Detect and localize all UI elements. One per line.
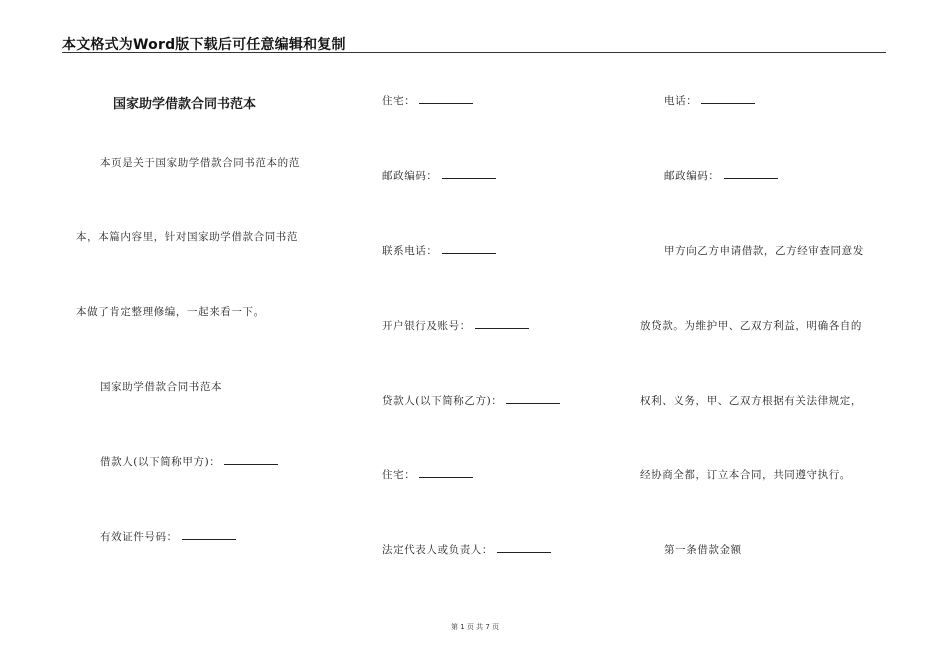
postcode-blank [442, 169, 496, 179]
bank-account-field [382, 318, 529, 333]
bank-account-label: 开户银行及账号： [382, 320, 471, 332]
borrower-label: 借款人(以下简称甲方)： [100, 456, 221, 468]
postcode2-field [664, 168, 778, 183]
section-subtitle: 国家助学借款合同书范本 [100, 381, 223, 393]
id-number-field [100, 529, 236, 544]
legal-rep-field [382, 542, 551, 557]
postcode2-blank [724, 169, 778, 179]
intro-line-2: 本，本篇内容里，针对国家助学借款合同书范 [76, 231, 298, 243]
borrower-blank [224, 455, 278, 465]
phone-blank [701, 94, 755, 104]
phone-label: 电话： [664, 95, 698, 107]
address-blank [419, 94, 473, 104]
para-line-2: 放贷款。为维护甲、乙双方利益，明确各自的 [640, 320, 862, 332]
address-label: 住宅： [382, 95, 416, 107]
id-number-label: 有效证件号码： [100, 531, 178, 543]
lender-field [382, 393, 560, 408]
document-header: 本文格式为Word版下载后可任意编辑和复制 [62, 37, 346, 53]
lender-label: 贷款人(以下简称乙方)： [382, 395, 503, 407]
address2-label: 住宅： [382, 469, 416, 481]
para-line-1: 甲方向乙方申请借款，乙方经审查同意发 [664, 245, 864, 257]
postcode-field [382, 168, 496, 183]
para-line-3: 权利、义务，甲、乙双方根据有关法律规定， [640, 395, 862, 407]
address2-field [382, 467, 473, 482]
contact-phone-field [382, 243, 496, 258]
para-line-4: 经协商全都，订立本合同，共同遵守执行。 [640, 469, 851, 481]
id-number-blank [182, 530, 236, 540]
header-divider [62, 52, 886, 53]
intro-line-1: 本页是关于国家助学借款合同书范本的范 [100, 157, 300, 169]
document-title: 国家助学借款合同书范本 [113, 97, 257, 112]
postcode-label: 邮政编码： [382, 170, 438, 182]
bank-account-blank [475, 319, 529, 329]
lender-blank [506, 394, 560, 404]
phone-field [664, 93, 755, 108]
address-field [382, 93, 473, 108]
legal-rep-blank [497, 543, 551, 553]
borrower-field [100, 454, 278, 469]
article-heading: 第一条借款金额 [664, 544, 742, 556]
intro-line-3: 本做了肯定整理修编，一起来看一下。 [76, 306, 265, 318]
contact-phone-blank [442, 244, 496, 254]
address2-blank [419, 468, 473, 478]
legal-rep-label: 法定代表人或负责人： [382, 544, 493, 556]
page-number: 第 1 页 共 7 页 [450, 623, 500, 631]
contact-phone-label: 联系电话： [382, 245, 438, 257]
postcode2-label: 邮政编码： [664, 170, 720, 182]
